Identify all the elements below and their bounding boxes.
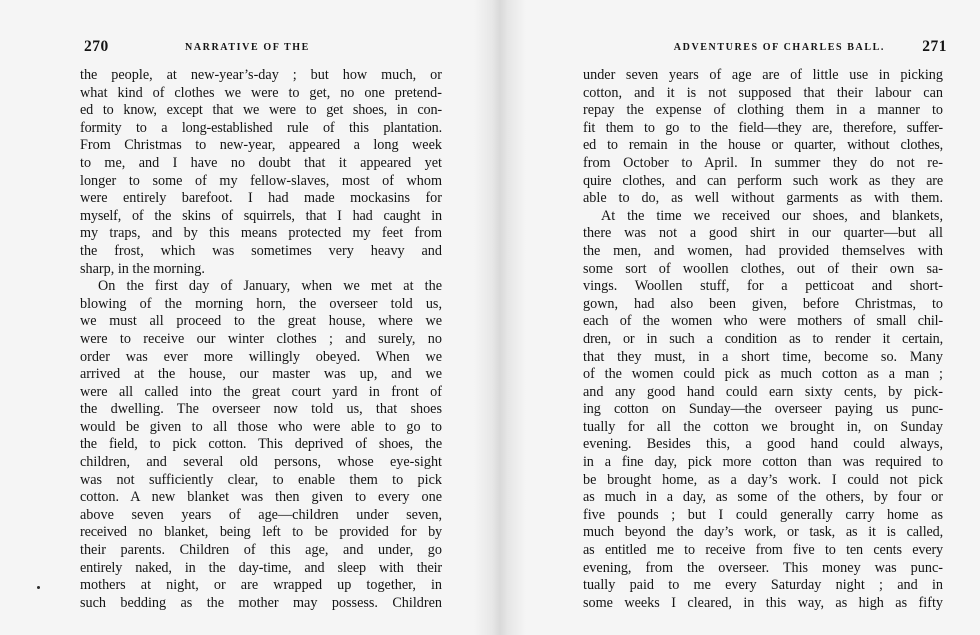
text-line: able to do, as well without garments as with them. [583, 190, 943, 207]
text-line: the people, at new-year’s-day ; but how much, or [80, 67, 442, 83]
text-line: were to receive our winter clothes ; and surely, no [80, 330, 442, 347]
text-line: was not sufficiently clear, to enable them to pick [80, 471, 442, 488]
text-line: their parents. Children of this age, and under, go [80, 542, 442, 559]
text-line: that they must, in a short time, become so. Many [583, 348, 943, 365]
text-line: vings. Woollen stuff, for a petticoat and short- [583, 278, 943, 295]
left-running-title: NARRATIVE OF THE [185, 42, 310, 53]
right-page [583, 0, 947, 635]
text-line: some sort of woollen clothes, out of their own sa- [583, 260, 943, 277]
text-line: On the first day of January, when we met at the [98, 278, 442, 295]
text-line: the men, and women, had provided themselves with [583, 242, 943, 259]
text-line: five pounds ; but I could generally carry home as [583, 506, 943, 523]
text-line: to me, and I have no doubt that it appeared yet [80, 154, 442, 171]
margin-speck [37, 586, 40, 589]
text-line: blowing of the morning horn, the overseer told us, [80, 295, 442, 312]
text-line: in a fine day, pick more cotton than was required to [583, 454, 943, 471]
left-page-number: 270 [84, 38, 109, 55]
text-line: repay the expense of clothing them in a manner to [583, 102, 943, 119]
text-line: entirely naked, in the day-time, and sleep with their [80, 559, 442, 576]
text-line: tually paid to me every Saturday night ; and in [583, 577, 943, 594]
left-body-text [80, 67, 442, 612]
left-running-head [80, 38, 442, 58]
text-line: tually for all the cotton we brought in, on Sunday [583, 418, 943, 435]
text-line: mothers at night, or are wrapped up together, in [80, 577, 442, 594]
text-line: some weeks I cleared, in this way, as high as fifty [583, 594, 943, 611]
right-running-head [583, 38, 947, 58]
left-page [80, 0, 442, 635]
right-body-text [583, 67, 943, 612]
text-line: from October to April. In summer they do not re- [583, 154, 943, 171]
text-line: would be given to all those who were able to go to [80, 418, 442, 435]
text-line: we must all proceed to the great house, where we [80, 313, 442, 330]
text-line: my traps, and by this means protected my feet from [80, 225, 442, 242]
text-line: cotton. A new blanket was then given to every one [80, 489, 442, 506]
text-line: be brought home, as a day’s work. I could not pick [583, 471, 943, 488]
text-line: quire clothes, and can perform such work as they are [583, 172, 943, 189]
text-line: evening. Besides this, a good hand could always, [583, 436, 943, 453]
text-line: above seven years of age—children under seven, [80, 506, 442, 523]
text-line: cotton, and it is not supposed that their labour can [583, 84, 943, 101]
text-line: the field, to pick cotton. This deprived of shoes, the [80, 436, 442, 453]
text-line: evening, from the overseer. This money was punc- [583, 559, 943, 576]
text-line: longer to some of my fellow-slaves, most of whom [80, 172, 442, 189]
text-line: At the time we received our shoes, and blankets, [601, 207, 943, 224]
text-line: fit them to go to the field—they are, therefore, suffer- [583, 119, 943, 136]
text-line: formity to a long-established rule of this plantation. [80, 119, 442, 136]
text-line: each of the women who were mothers of small chil- [583, 313, 943, 330]
text-line: arrived at the house, our master was up, and we [80, 366, 442, 383]
text-line: such bedding as the mother may possess. Children [80, 594, 442, 611]
text-line: the frost, which was sometimes very heavy and [80, 242, 442, 259]
text-line: dren, or in such a condition as to render it certain, [583, 330, 943, 347]
text-line: gown, had also been given, before Christmas, to [583, 295, 943, 312]
text-line: ed to know, except that we were to get shoes, in con- [80, 102, 442, 119]
text-line: there was not a good shirt in our quarter—but all [583, 225, 943, 242]
text-line: sharp, in the morning. [80, 260, 205, 277]
text-line: much beyond the day’s work, or task, as it is called, [583, 524, 943, 541]
text-line: From Christmas to new-year, appeared a long week [80, 137, 442, 154]
text-line: received no blanket, being left to be provided for by [80, 524, 442, 541]
text-line: were entirely barefoot. I had made mockasins for [80, 190, 442, 207]
book-gutter [474, 0, 526, 635]
text-line: were all called into the great court yard in front of [80, 383, 442, 400]
text-line: under seven years of age are of little use in picking [583, 67, 943, 83]
text-line: and any good hand could earn sixty cents, by pick- [583, 383, 943, 400]
text-line: order was ever more willingly obeyed. When we [80, 348, 442, 365]
text-line: of the women could pick as much cotton as a man ; [583, 366, 943, 383]
text-line: ed to remain in the house or quarter, without clothes, [583, 137, 943, 154]
text-line: the dwelling. The overseer now told us, that shoes [80, 401, 442, 418]
text-line: as much in a day, as some of the others, by four or [583, 489, 943, 506]
text-line: children, and several old persons, whose eye-sight [80, 454, 442, 471]
right-page-number: 271 [922, 38, 947, 55]
text-line: as entitled me to receive from five to ten cents every [583, 542, 943, 559]
text-line: myself, of the skins of squirrels, that I had caught in [80, 207, 442, 224]
text-line: ing cotton on Sunday—the overseer paying us punc- [583, 401, 943, 418]
right-running-title: ADVENTURES OF CHARLES BALL. [673, 42, 885, 53]
text-line: what kind of clothes we were to get, no one pretend- [80, 84, 442, 101]
